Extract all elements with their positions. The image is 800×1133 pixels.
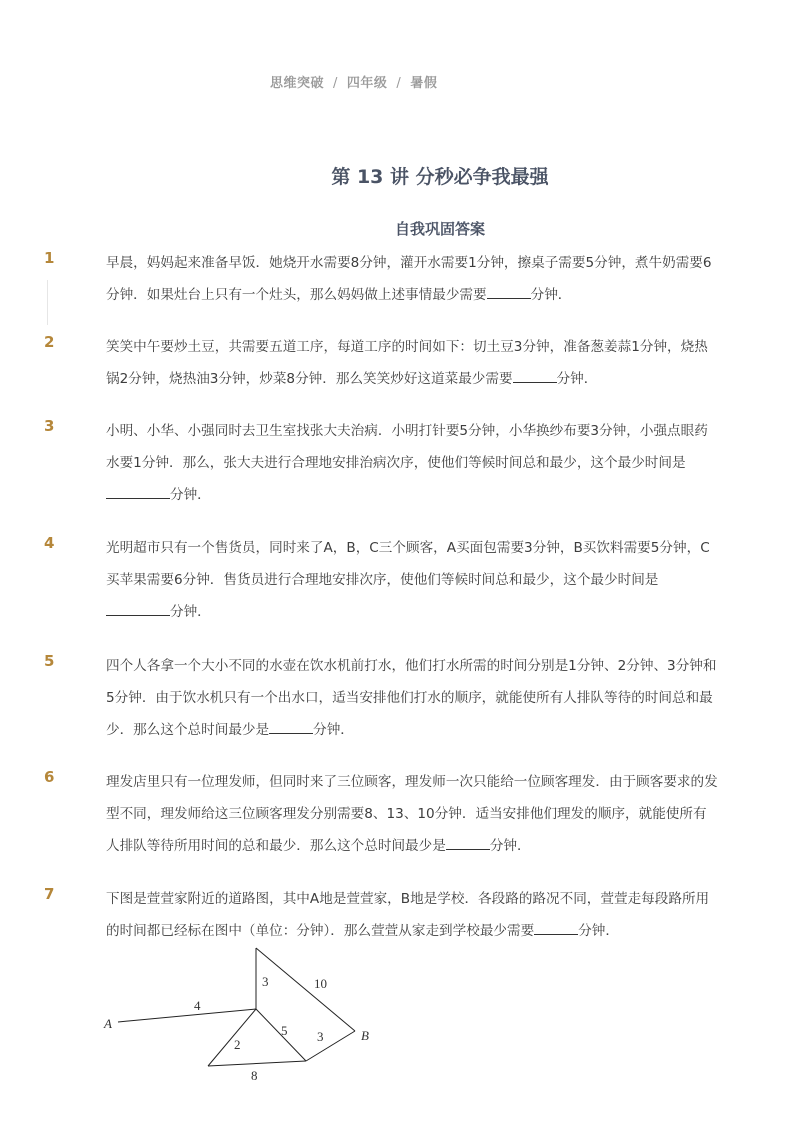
- road-segment-bottom-b: [306, 1031, 355, 1061]
- side-rule: [47, 280, 48, 325]
- question-unit: 分钟．: [170, 604, 211, 620]
- question-number: 2: [44, 333, 55, 351]
- question-text: [106, 883, 718, 947]
- road-segment-left-bottom: [208, 1061, 306, 1066]
- breadcrumb-item: 思维突破: [270, 76, 325, 91]
- question-stem: 理发店里只有一位理发师，但同时来了三位顾客，理发师一次只能给一位顾客理发．由于顾客要求的发型不同，理发师给这三位顾客理发分别需要8、13、10分钟．适当安排他们理发的顺序，就能使所有人排队等待所用时间的总和最少．那么这个总时间最少是: [106, 774, 718, 854]
- edge-label: 5: [281, 1023, 288, 1038]
- section-title: 自我巩固答案: [394, 220, 485, 238]
- point-a-label: A: [104, 1016, 112, 1031]
- question-number: 5: [44, 652, 55, 670]
- edge-label: 3: [317, 1029, 324, 1044]
- answer-blank[interactable]: [446, 833, 490, 850]
- question-text: [106, 415, 718, 511]
- breadcrumb-item: 暑假: [410, 76, 438, 91]
- lesson-title: 第 13 讲 分秒必争我最强: [331, 166, 549, 188]
- question-number: 4: [44, 534, 55, 552]
- question-unit: 分钟．: [530, 287, 572, 303]
- question-text: [106, 766, 718, 862]
- question-number: 7: [44, 885, 55, 903]
- breadcrumb: [270, 72, 437, 91]
- answer-blank[interactable]: [534, 918, 578, 935]
- edge-label: 8: [251, 1068, 258, 1083]
- point-b-label: B: [361, 1028, 369, 1043]
- question-unit: 分钟．: [313, 722, 354, 738]
- question-number: 6: [44, 768, 55, 786]
- edge-label: 10: [314, 976, 327, 991]
- road-diagram: [96, 940, 396, 1090]
- question-unit: 分钟．: [489, 838, 531, 854]
- answer-blank[interactable]: [269, 717, 313, 734]
- road-segment-mid-left: [208, 1009, 256, 1066]
- question-unit: 分钟．: [578, 923, 619, 939]
- breadcrumb-separator: /: [396, 76, 402, 91]
- question-text: [106, 247, 718, 311]
- question-stem: 早晨，妈妈起来准备早饭．她烧开水需要8分钟，灌开水需要1分钟，擦桌子需要5分钟，煮牛奶需要6分钟．如果灶台上只有一个灶头，那么妈妈做上述事情最少需要: [106, 255, 712, 303]
- question-text: [106, 331, 718, 395]
- edge-label: 3: [262, 974, 269, 989]
- question-unit: 分钟．: [170, 487, 211, 503]
- answer-blank[interactable]: [487, 282, 531, 299]
- question-text: [106, 650, 718, 746]
- edge-label: 4: [194, 998, 201, 1013]
- question-stem: 笑笑中午要炒土豆，共需要五道工序，每道工序的时间如下：切土豆3分钟，准备葱姜蒜1分钟，烧热锅2分钟，烧热油3分钟，炒菜8分钟．那么笑笑炒好这道菜最少需要: [106, 339, 708, 387]
- breadcrumb-separator: /: [333, 76, 338, 91]
- question-number: 3: [44, 417, 55, 435]
- question-stem: 四个人各拿一个大小不同的水壶在饮水机前打水，他们打水所需的时间分别是1分钟、2分钟、3分钟和5分钟．由于饮水机只有一个出水口，适当安排他们打水的顺序，就能使所有人排队等待的时间总和最少．那么这个总时间最少是: [106, 658, 717, 738]
- question-unit: 分钟．: [556, 371, 598, 387]
- edge-label: 2: [234, 1037, 241, 1052]
- question-stem: 光明超市只有一个售货员，同时来了A，B，C三个顾客，A买面包需要3分钟，B买饮料需要5分钟，C买苹果需要6分钟．售货员进行合理地安排次序，使他们等候时间总和最少，这个最少时间是: [106, 540, 710, 588]
- road-segment-a-mid: [118, 1009, 256, 1022]
- answer-blank[interactable]: [106, 599, 170, 616]
- question-number: 1: [44, 249, 55, 267]
- question-stem: 小明、小华、小强同时去卫生室找张大夫治病．小明打针要5分钟，小华换纱布要3分钟，小强点眼药水要1分钟．那么，张大夫进行合理地安排治病次序，使他们等候时间总和最少，这个最少时间是: [106, 423, 708, 471]
- answer-blank[interactable]: [106, 482, 170, 499]
- breadcrumb-item: 四年级: [346, 76, 388, 91]
- road-segment-top-b: [256, 948, 355, 1031]
- question-text: [106, 532, 718, 628]
- question-stem: 下图是萱萱家附近的道路图，其中A地是萱萱家，B地是学校．各段路的路况不同，萱萱走每段路所用的时间都已经标在图中（单位：分钟）．那么萱萱从家走到学校最少需要: [106, 891, 710, 939]
- answer-blank[interactable]: [513, 366, 557, 383]
